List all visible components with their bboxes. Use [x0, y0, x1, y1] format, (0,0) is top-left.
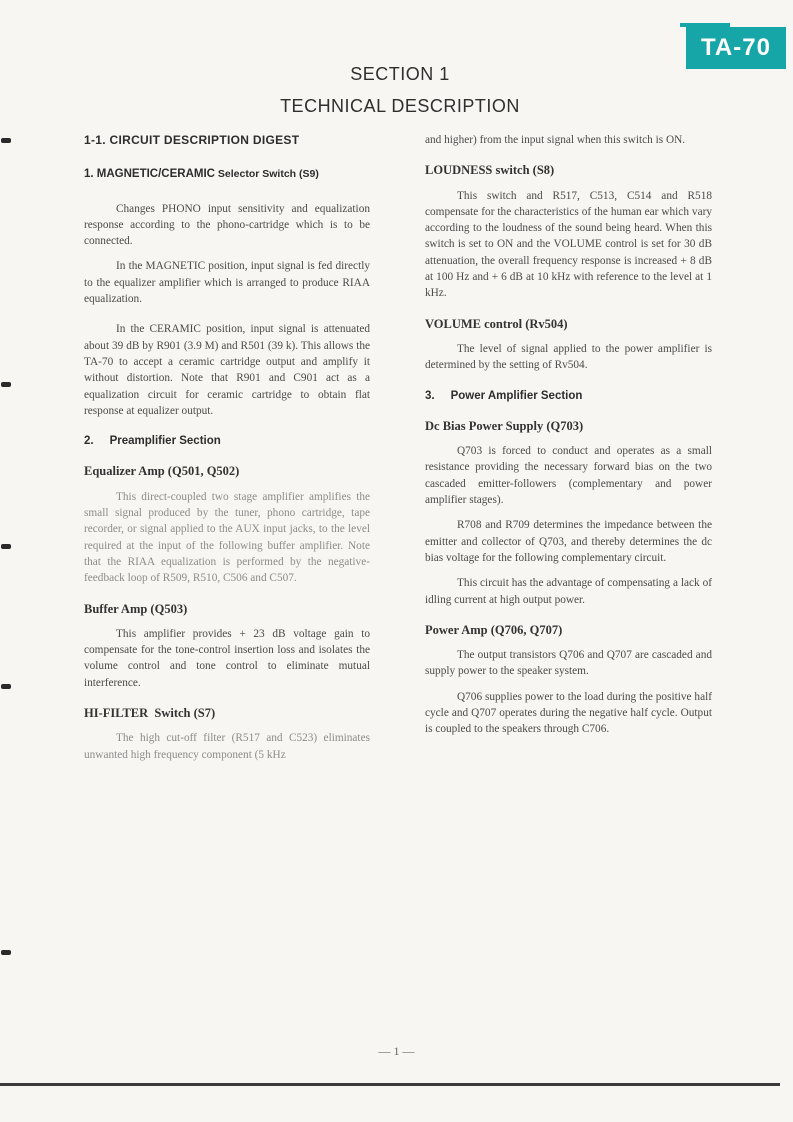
volume-heading: VOLUME control (Rv504): [425, 316, 568, 331]
magnetic-ceramic-paragraph-1: Changes PHONO input sensitivity and equalization response according to the phono-cartridge which is to be connected.: [84, 202, 370, 248]
equalizer-amp-paragraph: This direct-coupled two stage amplifier amplifies the small signal produced by the tuner, phono cartridge, tape recorder, or signal applied to the AUX input jacks, to the level required at the input of the following buffer amplifier. Note that the RIAA equalization is performed by the negative-feedback loop of R509, R510, C506 and C507.: [84, 490, 370, 585]
preamplifier-heading: 2. Preamplifier Section: [84, 435, 221, 448]
left-column: [84, 132, 370, 763]
dc-bias-paragraph-3: This circuit has the advantage of compensating a lack of idling current at high output power.: [425, 577, 712, 606]
punch-mark: [1, 544, 11, 549]
power-amp-heading: Power Amp (Q706, Q707): [425, 622, 563, 637]
model-tag: TA-70: [686, 27, 786, 69]
punch-mark: [1, 382, 11, 387]
hi-filter-heading: HI-FILTER Switch (S7): [84, 706, 216, 721]
page-number: — 1 —: [378, 1044, 415, 1058]
buffer-amp-heading: Buffer Amp (Q503): [84, 601, 188, 616]
loudness-paragraph: This switch and R517, C513, C514 and R518 compensate for the characteristics of the human ear which vary according to the loudness of the sound being heard. When this switch is set to ON and the VOLUME control is set for 30 dB attenuation, the overall frequency response is increased + 8 dB at 100 Hz and + 6 dB at 10 kHz with reference to the level at 1 kHz.: [425, 189, 712, 300]
volume-paragraph: The level of signal applied to the power amplifier is determined by the setting of Rv504.: [425, 342, 712, 372]
dc-bias-paragraph-2: R708 and R709 determines the impedance between the emitter and collector of Q703, and thereby determines the dc bias voltage for the following complementary circuit.: [425, 519, 712, 564]
magnetic-ceramic-paragraph-2: In the MAGNETIC position, input signal is fed directly to the equalizer amplifier which is arranged to produce RIAA equalization.: [84, 260, 370, 306]
equalizer-amp-heading: Equalizer Amp (Q501, Q502): [84, 464, 240, 479]
section-title: TECHNICAL DESCRIPTION: [280, 96, 520, 116]
power-amp-paragraph-2: Q706 supplies power to the load during the positive half cycle and Q707 operates during the negative half cycle. Output is coupled to the speakers through C706.: [425, 690, 712, 736]
dc-bias-paragraph-1: Q703 is forced to conduct and operates as a small resistance providing the necessary forward bias on the two cascaded emitter-followers (complementary and power amplifier stages).: [425, 445, 712, 507]
magnetic-ceramic-paragraph-3: In the CERAMIC position, input signal is attenuated about 39 dB by R901 (3.9 M) and R501 (39 k). This allows the TA-70 to accept a ceramic cartridge output and amplify it without distortion. Note that R901 and C901 act as a equalization circuit for ceramic cartridge to obtain flat response at equalizer output.: [84, 323, 370, 417]
punch-mark: [1, 138, 11, 143]
magnetic-ceramic-heading: [84, 166, 370, 182]
punch-mark: [1, 684, 11, 689]
dc-bias-heading: Dc Bias Power Supply (Q703): [425, 418, 584, 433]
loudness-heading: LOUDNESS switch (S8): [425, 163, 555, 178]
hi-filter-continued: and higher) from the input signal when this switch is ON.: [425, 134, 686, 146]
hi-filter-paragraph: The high cut-off filter (R517 and C523) eliminates unwanted high frequency component (5 kHz: [84, 732, 370, 761]
digest-heading: 1-1. CIRCUIT DESCRIPTION DIGEST: [84, 133, 300, 147]
bottom-rule: [0, 1083, 780, 1086]
right-column: [425, 132, 712, 738]
buffer-amp-paragraph: This amplifier provides + 23 dB voltage gain to compensate for the tone-control insertion loss and isolates the volume control and tone control to eliminate mutual interference.: [84, 627, 370, 689]
section-number: SECTION 1: [350, 64, 450, 84]
magnetic-ceramic-heading-main: 1. MAGNETIC/CERAMIC: [84, 168, 215, 181]
power-section-heading: 3. Power Amplifier Section: [425, 389, 583, 402]
magnetic-ceramic-heading-rest: Selector Switch (S9): [214, 168, 319, 181]
power-amp-paragraph-1: The output transistors Q706 and Q707 are cascaded and supply power to the speaker system.: [425, 649, 712, 678]
punch-mark: [1, 950, 11, 955]
